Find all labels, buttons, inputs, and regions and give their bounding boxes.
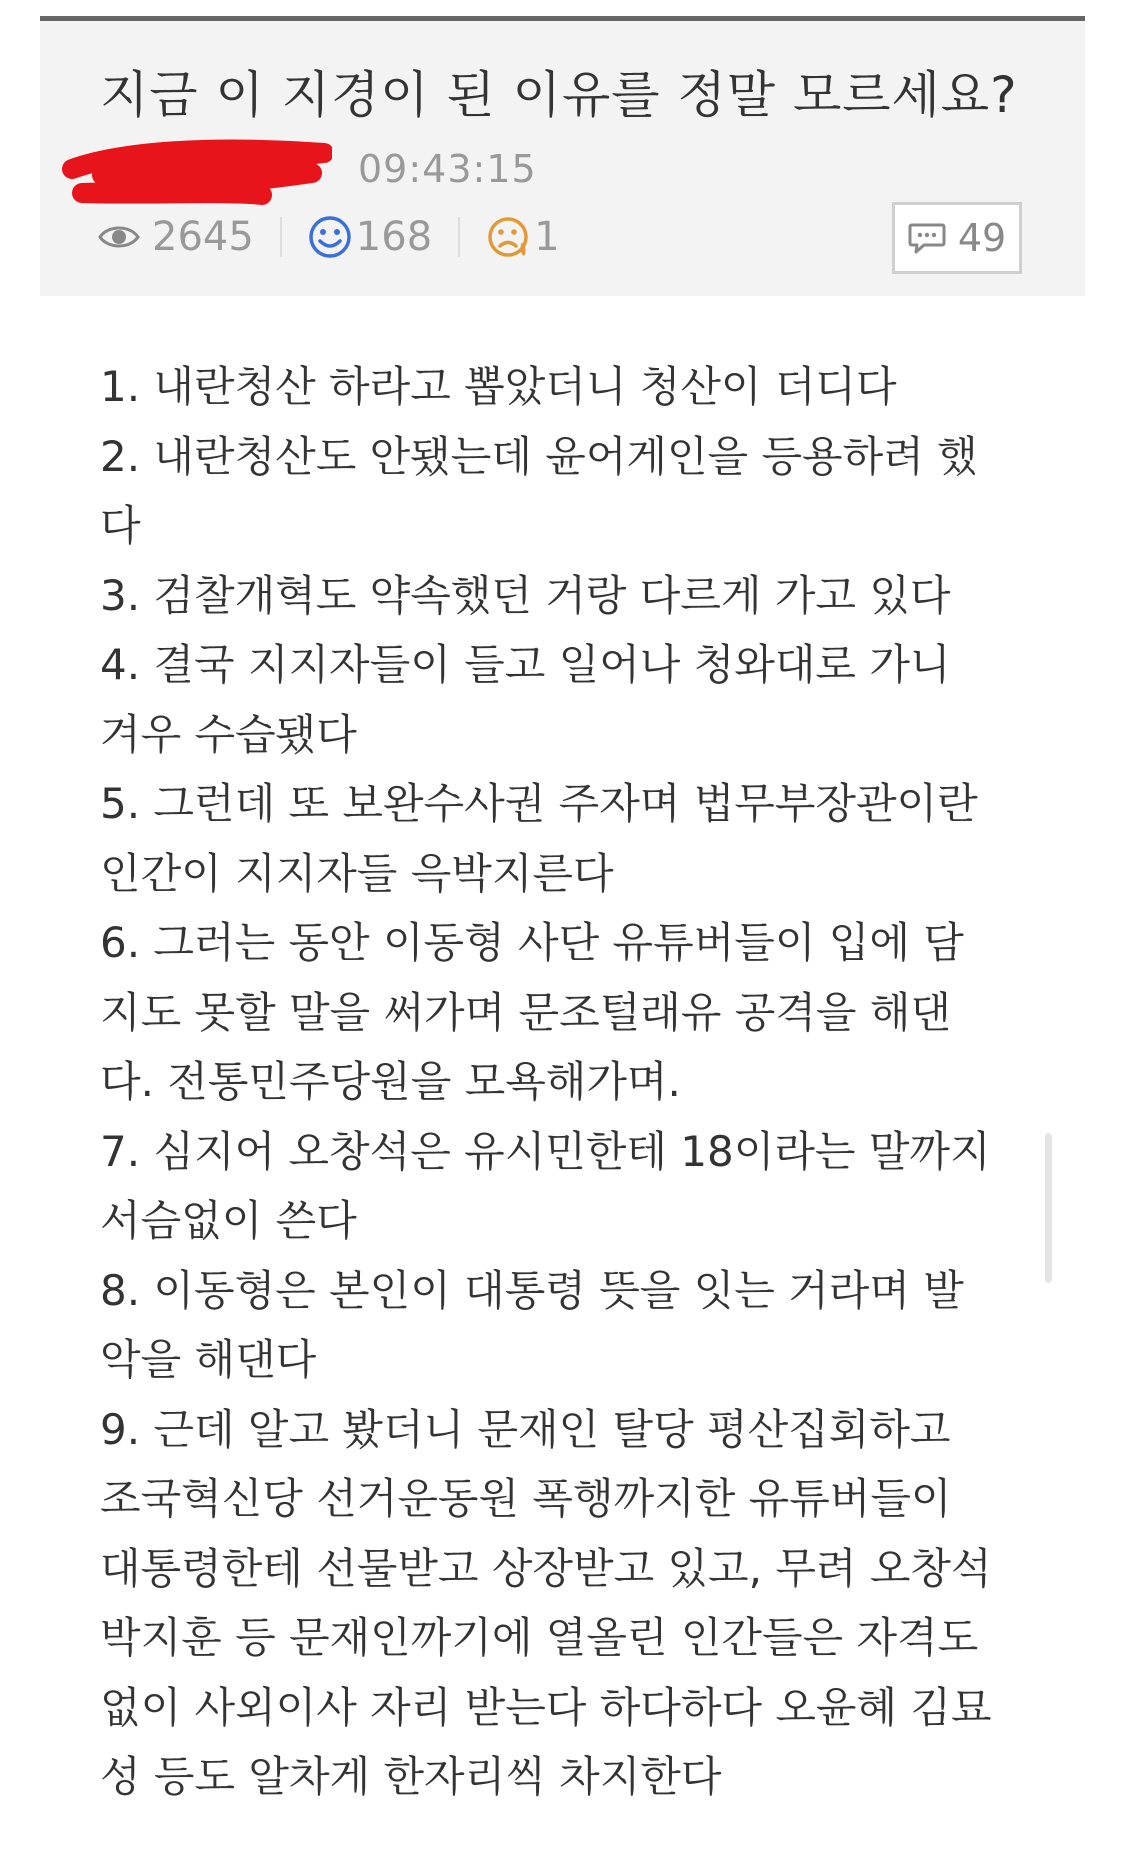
post-body-line: 2. 내란청산도 안됐는데 윤어게인을 등용하려 했 (100, 431, 978, 481)
post-stats (98, 207, 560, 267)
post-body-line: 없이 사외이사 자리 받는다 하다하다 오윤혜 김묘 (100, 1682, 992, 1732)
author-redaction-scribble (62, 139, 332, 205)
stat-divider (458, 217, 460, 257)
post-body (100, 352, 1030, 1812)
likes-stat[interactable] (308, 207, 432, 267)
post-body-line: 박지훈 등 문재인까기에 열올린 인간들은 자격도 (100, 1613, 979, 1662)
scrollbar-thumb[interactable] (1045, 1133, 1052, 1283)
comments-count: 49 (957, 216, 1007, 260)
eye-icon (98, 223, 140, 251)
post-body-line: 서슴없이 쓴다 (100, 1196, 357, 1245)
post-body-line: 지도 못할 말을 써가며 문조털래유 공격을 해댄 (100, 987, 951, 1037)
post-timestamp: 09:43:15 (358, 147, 537, 191)
post-body-line: 6. 그러는 동안 이동형 사단 유튜버들이 입에 담 (100, 918, 964, 967)
dislikes-stat[interactable] (486, 207, 559, 267)
post-title: 지금 이 지경이 된 이유를 정말 모르세요? (100, 66, 1018, 124)
post-header (40, 21, 1085, 296)
post-body-line: 인간이 지지자들 윽박지른다 (100, 848, 614, 898)
views-stat (98, 207, 254, 267)
post-body-line: 8. 이동형은 본인이 대통령 뜻을 잇는 거라며 발 (100, 1265, 964, 1315)
post-body-line: 악을 해댄다 (100, 1335, 317, 1384)
dislikes-count: 1 (534, 214, 560, 260)
post-body-line: 다. 전통민주당원을 모욕해가며. (100, 1057, 681, 1106)
post-body-line: 대통령한테 선물받고 상장받고 있고, 무려 오창석 (100, 1543, 992, 1593)
post-body-line: 9. 근데 알고 봤더니 문재인 탈당 평산집회하고 (100, 1404, 951, 1454)
post-body-line: 7. 심지어 오창석은 유시민한테 18이라는 말까지 (100, 1126, 991, 1176)
comment-bubble-icon (908, 221, 946, 255)
likes-count: 168 (355, 214, 433, 260)
comments-button[interactable] (892, 202, 1022, 274)
post-body-line: 4. 결국 지지자들이 들고 일어나 청와대로 가니 (100, 640, 951, 689)
views-count: 2645 (152, 214, 254, 260)
post-body-line: 3. 검찰개혁도 약속했던 거랑 다르게 가고 있다 (100, 570, 951, 620)
post-body-line: 5. 그런데 또 보완수사권 주자며 법무부장관이란 (100, 779, 978, 828)
post-body-line: 겨우 수습됐다 (100, 709, 357, 759)
sad-icon[interactable] (486, 214, 532, 260)
post-body-line: 1. 내란청산 하라고 뽑았더니 청산이 더디다 (100, 362, 897, 411)
post-body-line: 성 등도 알차게 한자리씩 차지한다 (100, 1752, 722, 1801)
post-body-line: 조국혁신당 선거운동원 폭행까지한 유튜버들이 (100, 1474, 952, 1523)
smile-icon[interactable] (308, 215, 352, 259)
stat-divider (280, 217, 282, 257)
post-body-line: 다 (100, 501, 141, 550)
